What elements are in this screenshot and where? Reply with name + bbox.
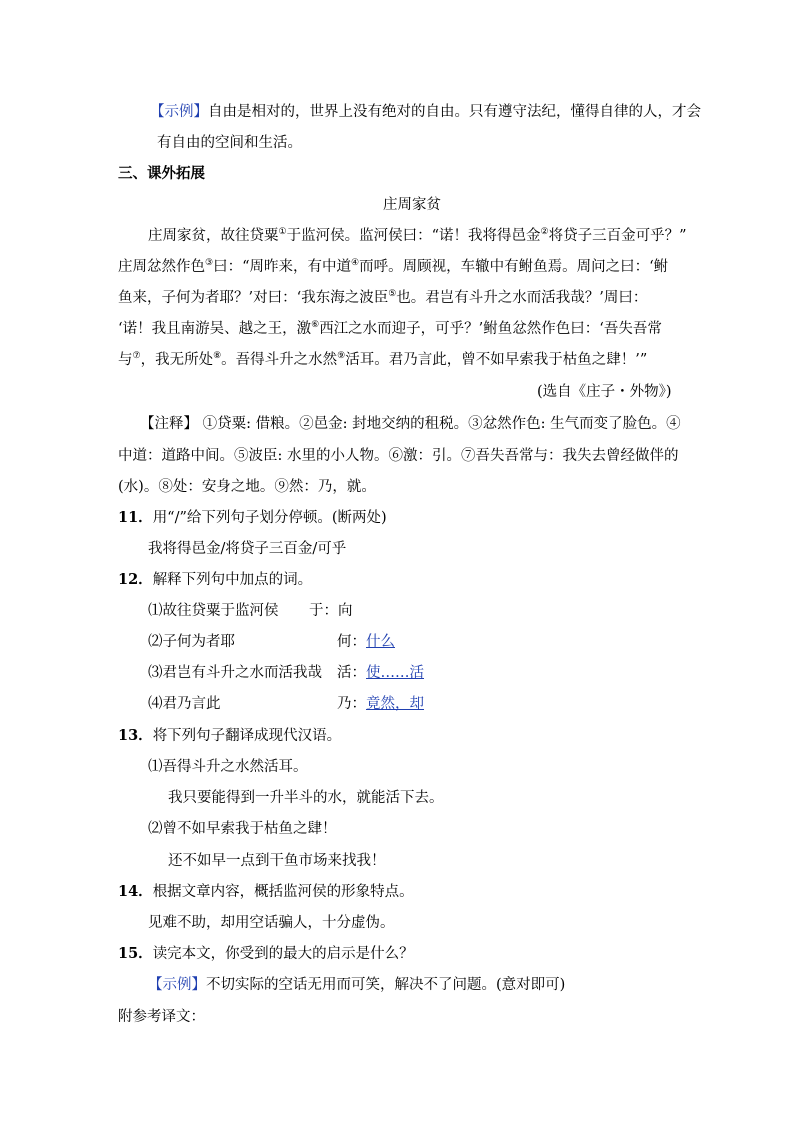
q12-item-3-answer: 活：使……活 xyxy=(337,665,424,681)
q12-item-2-link[interactable]: 什么 xyxy=(366,634,395,650)
q13-sentence-2: ⑵曾不如早索我于枯鱼之肆！ xyxy=(148,821,337,837)
question-12: 12．解释下列句中加点的词。 xyxy=(118,571,313,588)
q13-translation-2: 还不如早一点到干鱼市场来找我！ xyxy=(168,853,386,869)
section-heading: 三、课外拓展 xyxy=(118,165,205,182)
question-14: 14．根据文章内容，概括监河侯的形象特点。 xyxy=(118,883,414,900)
q12-item-4-answer: 乃：竟然，却 xyxy=(337,696,424,712)
q12-item-3-link[interactable]: 使……活 xyxy=(366,665,424,681)
q12-item-1-answer: 于：向 xyxy=(309,603,353,619)
answer-15: 【示例】不切实际的空话无用而可笑，解决不了问题。(意对即可) xyxy=(148,977,566,993)
q12-item-2-answer: 何：什么 xyxy=(337,634,395,650)
example-tag: 【示例】 xyxy=(150,104,208,120)
q12-item-4: ⑷君乃言此 xyxy=(148,696,221,712)
answer-example-line-2: 有自由的空间和生活。 xyxy=(157,135,302,151)
q12-item-2: ⑵子何为者耶 xyxy=(148,634,235,650)
passage-title: 庄周家贫 xyxy=(383,197,441,213)
notes-line-3: (水)。⑧处：安身之地。⑨然：乃，就。 xyxy=(118,479,376,495)
notes-line-1: 【注释】 ①贷粟: 借粮。②邑金: 封地交纳的租税。③忿然作色: 生气而变了脸色。④ xyxy=(140,416,681,432)
passage-line-4: ‘诺！我且南游吴、越之王，激⑥西江之水而迎子，可乎？’鲋鱼忿然作色曰：‘吾失吾常 xyxy=(118,320,662,337)
passage-line-5: 与⑦，我无所处⑧。吾得斗升之水然⑨活耳。君乃言此，曾不如早索我于枯鱼之肆！’” xyxy=(118,351,648,368)
reference-translation-label: 附参考译文： xyxy=(118,1009,205,1025)
example-tag: 【示例】 xyxy=(148,977,206,993)
passage-line-1: 庄周家贫，故往贷粟①于监河侯。监河侯曰：“诺！我将得邑金②将贷子三百金可乎？” xyxy=(148,227,687,244)
question-15: 15．读完本文，你受到的最大的启示是什么？ xyxy=(118,945,414,962)
q13-sentence-1: ⑴吾得斗升之水然活耳。 xyxy=(148,759,308,775)
passage-line-3: 鱼来，子何为者耶？’对曰：‘我东海之波臣⑤也。君岂有斗升之水而活我哉？’周曰： xyxy=(118,289,648,306)
answer-14: 见难不助，却用空话骗人，十分虚伪。 xyxy=(148,915,395,931)
question-11: 11．用“/”给下列句子划分停顿。(断两处) xyxy=(118,509,387,526)
q12-item-3: ⑶君岂有斗升之水而活我哉 xyxy=(148,665,322,681)
q12-item-1: ⑴故往贷粟于监河侯 xyxy=(148,603,279,619)
notes-line-2: 中道：道路中间。⑤波臣: 水里的小人物。⑥激：引。⑦吾失吾常与：我失去曾经做伴的 xyxy=(118,448,679,464)
passage-line-2: 庄周忿然作色③曰：“周昨来，有中道④而呼。周顾视，车辙中有鲋鱼焉。周问之曰：‘鲋 xyxy=(118,258,669,275)
passage-source: (选自《庄子・外物》) xyxy=(537,384,672,400)
q12-item-4-link[interactable]: 竟然，却 xyxy=(366,696,424,712)
q13-translation-1: 我只要能得到一升半斗的水，就能活下去。 xyxy=(168,790,444,806)
answer-11: 我将得邑金/将贷子三百金/可乎 xyxy=(148,541,347,557)
answer-example-line-1: 【示例】自由是相对的，世界上没有绝对的自由。只有遵守法纪，懂得自律的人，才会 xyxy=(150,104,701,120)
question-13: 13．将下列句子翻译成现代汉语。 xyxy=(118,727,342,744)
